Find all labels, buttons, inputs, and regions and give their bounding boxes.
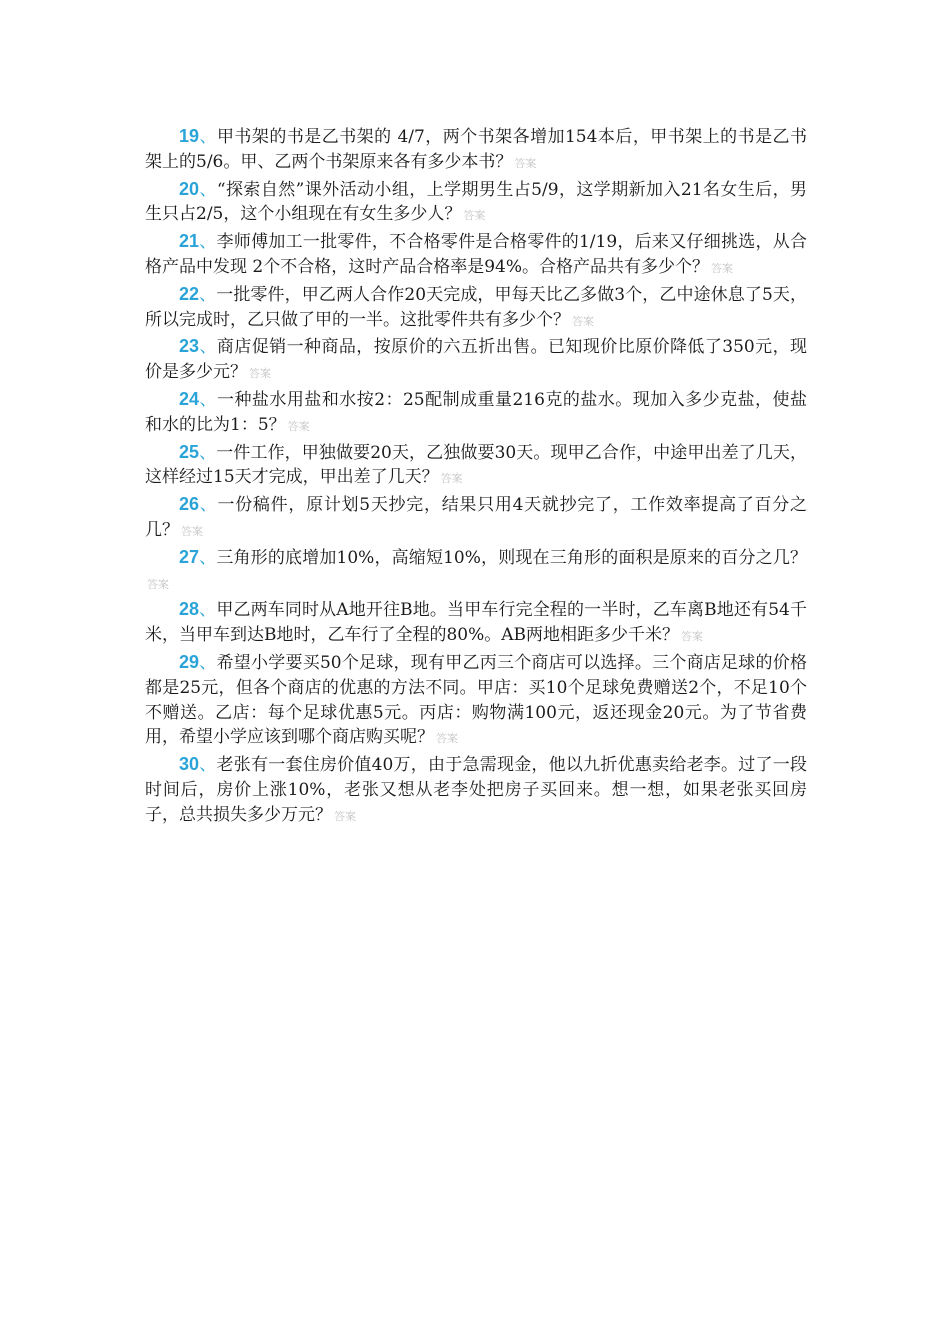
problem-separator: 、 <box>199 232 217 253</box>
problem-separator: 、 <box>199 284 217 305</box>
problem-28 <box>145 597 807 650</box>
problem-23 <box>145 334 807 387</box>
problem-number: 27 <box>179 546 200 567</box>
answer-link[interactable]: 答案 <box>147 577 169 591</box>
answer-link[interactable]: 答案 <box>463 209 486 223</box>
problem-text: “探索自然”课外活动小组，上学期男生占5/9，这学期新加入21名女生后，男生只占2/5，这个小组现在有女生多少人？ <box>145 179 808 225</box>
problem-separator: 、 <box>199 337 217 358</box>
problem-text: 一件工作，甲独做要20天，乙独做要30天。现甲乙合作，中途甲出差了几天，这样经过15天才完成，甲出差了几天？ <box>145 442 808 488</box>
problem-20 <box>145 177 807 230</box>
problem-22 <box>145 282 807 335</box>
problem-number: 24 <box>179 388 200 409</box>
problem-number: 19 <box>179 126 200 146</box>
problem-separator: 、 <box>199 547 217 568</box>
problem-text: 一份稿件，原计划5天抄完，结果只用4天就抄完了，工作效率提高了百分之几？ <box>145 495 807 540</box>
answer-link[interactable]: 答案 <box>436 732 458 746</box>
problem-separator: 、 <box>199 442 217 463</box>
problem-text: 李师傅加工一批零件，不合格零件是合格零件的1/19，后来又仔细挑选，从合格产品中发现 2个不合格，这时产品合格率是94%。合格产品共有多少个？ <box>145 232 808 277</box>
problem-19 <box>145 124 807 177</box>
problem-number: 29 <box>179 651 200 672</box>
problem-text: 一种盐水用盐和水按2：25配制成重量216克的盐水。现加入多少克盐，使盐和水的比为1：5？ <box>145 389 807 435</box>
problem-text: 甲乙两车同时从A地开往B地。当甲车行完全程的一半时，乙车离B地还有54千米，当甲车到达B地时，乙车行了全程的80%。AB两地相距多少千米？ <box>145 600 807 646</box>
answer-link[interactable]: 答案 <box>681 630 704 644</box>
problem-separator: 、 <box>199 652 217 673</box>
problem-separator: 、 <box>199 600 217 621</box>
problem-number: 22 <box>179 283 200 304</box>
problem-separator: 、 <box>199 179 217 200</box>
problem-number: 25 <box>179 441 200 462</box>
problem-number: 20 <box>179 178 200 199</box>
problem-number: 21 <box>179 231 200 252</box>
answer-link[interactable]: 答案 <box>181 524 203 538</box>
problem-number: 23 <box>179 336 200 357</box>
problem-number: 30 <box>179 754 200 775</box>
problem-separator: 、 <box>199 495 218 516</box>
problem-number: 26 <box>179 494 200 515</box>
problem-list <box>145 124 807 830</box>
problem-25 <box>145 440 807 493</box>
answer-link[interactable]: 答案 <box>514 156 537 170</box>
answer-link[interactable]: 答案 <box>711 261 734 275</box>
problem-separator: 、 <box>199 755 217 776</box>
problem-text: 希望小学要买50个足球，现有甲乙丙三个商店可以选择。三个商店足球的价格都是25元，但各个商店的优惠的方法不同。甲店：买10个足球免费赠送2个，不足10个不赠送。乙店：每个足球优惠5元。丙店：购物满100元，返还现金20元。为了节省费用，希望小学应该到哪个商店购买呢？ <box>145 652 807 748</box>
problem-number: 28 <box>179 599 200 620</box>
problem-29 <box>145 650 807 752</box>
problem-27 <box>145 545 807 598</box>
problem-24 <box>145 387 807 440</box>
problem-26 <box>145 492 807 545</box>
problem-text: 一批零件，甲乙两人合作20天完成，甲每天比乙多做3个，乙中途休息了5天，所以完成时，乙只做了甲的一半。这批零件共有多少个？ <box>145 284 808 330</box>
problem-text: 三角形的底增加10%，高缩短10%，则现在三角形的面积是原来的百分之几？ <box>216 547 807 568</box>
problem-text: 商店促销一种商品，按原价的六五折出售。已知现价比原价降低了350元，现价是多少元？ <box>145 337 807 383</box>
problem-text: 老张有一套住房价值40万，由于急需现金，他以九折优惠卖给老李。过了一段时间后，房价上涨10%，老张又想从老李处把房子买回来。想一想，如果老张买回房子，总共损失多少万元？ <box>145 755 807 825</box>
problem-text: 甲书架的书是乙书架的 4/7，两个书架各增加154本后，甲书架上的书是乙书架上的5/6。甲、乙两个书架原来各有多少本书？ <box>145 127 808 172</box>
problem-21 <box>145 229 807 282</box>
answer-link[interactable]: 答案 <box>334 809 356 823</box>
answer-link[interactable]: 答案 <box>572 314 594 328</box>
answer-link[interactable]: 答案 <box>287 419 310 433</box>
problem-separator: 、 <box>199 127 217 147</box>
problem-30 <box>145 752 807 829</box>
answer-link[interactable]: 答案 <box>440 472 463 486</box>
answer-link[interactable]: 答案 <box>249 367 271 381</box>
problem-separator: 、 <box>199 389 217 410</box>
